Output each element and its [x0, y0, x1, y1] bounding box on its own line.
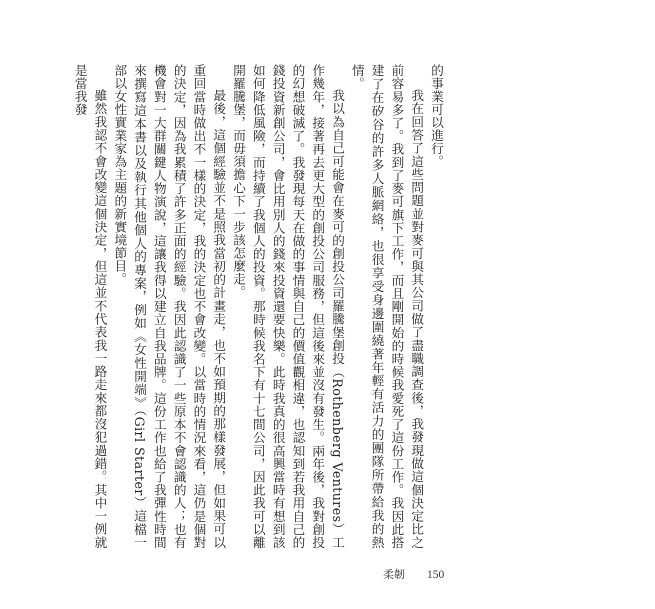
page-number: 150: [427, 569, 445, 581]
paragraph-5: 雖然我認不會改變這個決定，但這並不代表我一路走來都沒犯過錯。其中一例就是當我發: [72, 64, 108, 549]
paragraph-1: 的事業可以進行。: [429, 64, 444, 169]
page-footer: [383, 566, 444, 582]
body-text: [72, 64, 446, 549]
paragraph-3: 我以為自己可能會在麥可的創投公司羅騰堡創投（Rothenberg Ventures）工作幾年，接著再去更大型的創投公司服務，但這後來並沒有發生。兩年後，我對創投的幻想破滅了。我發現每天在做的事情與自己的價值觀相違，也認知到若我用自己的錢投資新創公司，會比用別人的錢來投資還要快樂。此時我真的很高興當時有想到該如何降低風險，而持續了我個人的投資。那時候我名下有十七間公司，因此我可以離開羅騰堡，而毋須擔心下一步該怎麼走。: [231, 64, 346, 549]
paragraph-2: 我在回答了這些問題並對麥可與其公司做了盡職調查後，我發現做這個決定比之前容易多了。我到了麥可旗下工作，而且剛開始的時候我愛死了這份工作。我因此搭建了在矽谷的許多人脈網絡，也很享受身邊圍繞著年輕有活力的團隊所帶給我的熱情。: [349, 64, 425, 549]
running-footer-section: 柔韌: [383, 568, 405, 581]
paragraph-4: 最後，這個經驗並不是照我當初的計畫走，也不如預期的那樣發展，但如果可以重回當時做出不一樣的決定，我的決定也不會改變。以當時的情況來看，這仍是個對的決定，因為我累積了許多正面的經驗。我因此認識了一些原本不會認識的人；也有機會對一大群關鍵人物演說，這讓我得以建立自我品牌。這份工作也給了我彈性時間來撰寫這本書以及執行其他個人的專案，例如《女性開端》（Girl Starter）這檔一部以女性實業家為主題的新實境節目。: [112, 64, 227, 549]
